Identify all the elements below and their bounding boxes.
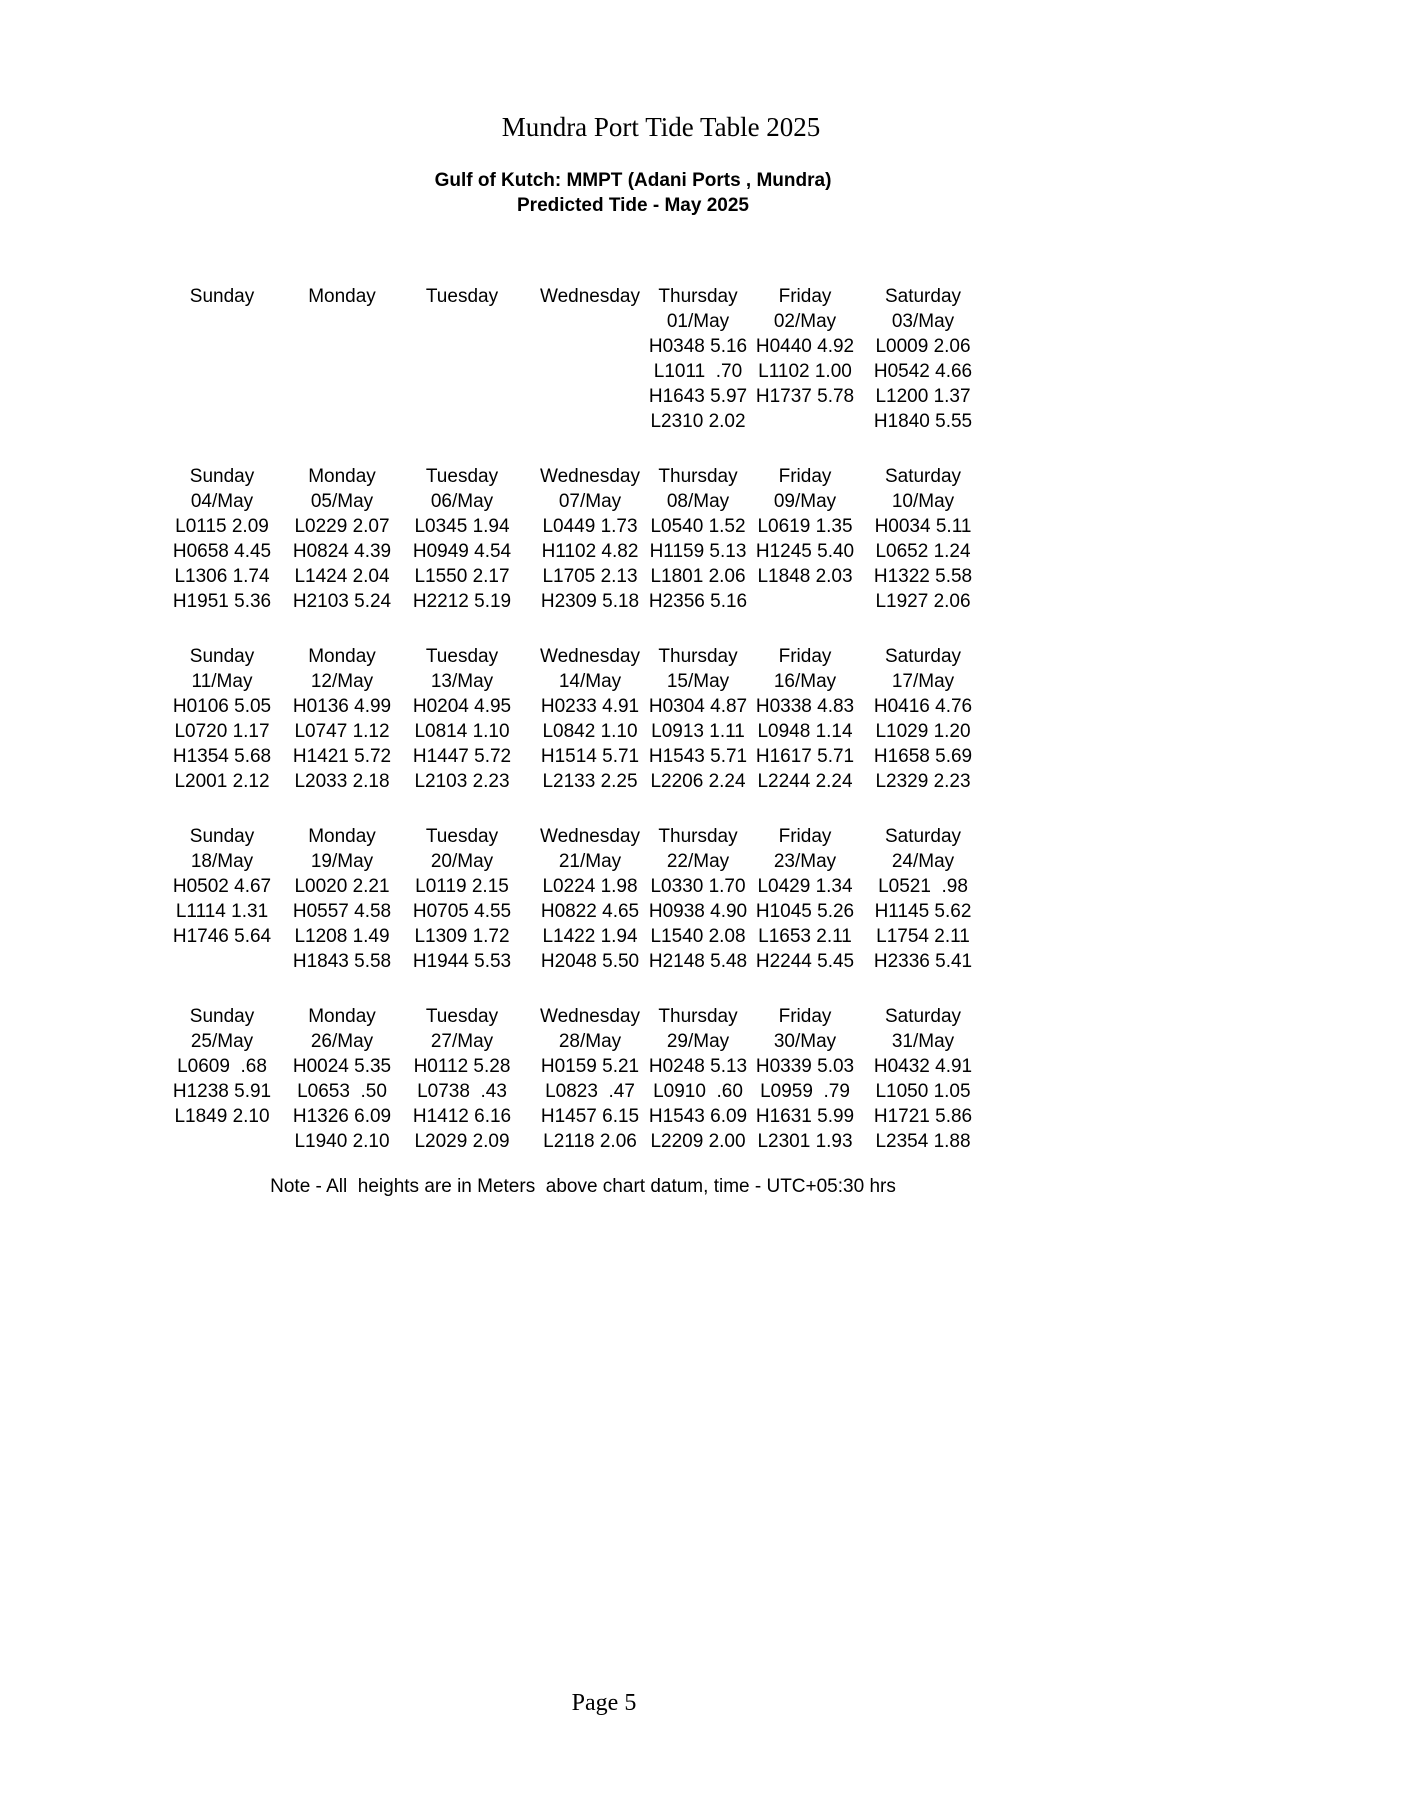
day-date: 25/May: [190, 1031, 254, 1052]
tide-entry: L2206 2.24: [650, 771, 746, 792]
day-name: Thursday: [658, 1006, 738, 1027]
day-name: Monday: [308, 1006, 376, 1027]
day-column: [284, 464, 400, 614]
day-name: Monday: [308, 466, 376, 487]
day-name: Saturday: [884, 1006, 962, 1027]
location-heading: Gulf of Kutch: MMPT (Adani Ports , Mundra): [434, 170, 832, 191]
tide-entry: L1200 1.37: [875, 386, 971, 407]
day-name: Friday: [778, 1006, 832, 1027]
day-date: 29/May: [666, 1031, 730, 1052]
day-date: 27/May: [430, 1031, 494, 1052]
day-column: [870, 644, 976, 794]
tide-entry: L2118 2.06: [543, 1131, 637, 1152]
day-name: Friday: [778, 286, 832, 307]
tide-entry: L1849 2.10: [174, 1106, 270, 1127]
tide-entry: H1045 5.26: [755, 901, 855, 922]
day-column: [400, 284, 524, 434]
day-date: 30/May: [773, 1031, 837, 1052]
day-name: Wednesday: [540, 826, 640, 847]
day-date: 09/May: [773, 491, 837, 512]
tide-entry: L1208 1.49: [294, 926, 390, 947]
tide-entry: H0502 4.67: [172, 876, 272, 897]
tide-entry: L0913 1.11: [651, 721, 745, 742]
tide-entry: H1245 5.40: [755, 541, 855, 562]
day-date: 16/May: [773, 671, 837, 692]
day-date: 02/May: [773, 311, 837, 332]
tide-entry: H0557 4.58: [292, 901, 392, 922]
tide-entry: L0009 2.06: [875, 336, 971, 357]
tide-entry: L0224 1.98: [542, 876, 638, 897]
day-column: [524, 284, 656, 434]
week-block: [160, 1004, 976, 1154]
tide-entry: L0842 1.10: [542, 721, 638, 742]
day-name: Sunday: [189, 826, 255, 847]
day-date: 15/May: [666, 671, 730, 692]
tide-entry: H0304 4.87: [648, 696, 748, 717]
tide-entry: L0330 1.70: [650, 876, 746, 897]
day-date: 11/May: [191, 671, 253, 692]
day-column: [524, 824, 656, 974]
tide-entry: L0119 2.15: [415, 876, 509, 897]
tide-entry: H1322 5.58: [873, 566, 973, 587]
day-name: Thursday: [658, 286, 738, 307]
day-name: Sunday: [189, 1006, 255, 1027]
tide-entry: H1159 5.13: [649, 541, 747, 562]
day-name: Thursday: [658, 466, 738, 487]
tide-entry: L2029 2.09: [414, 1131, 510, 1152]
tide-entry: H0233 4.91: [540, 696, 640, 717]
tide-entry: H0112 5.28: [413, 1056, 511, 1077]
tide-entry: H0159 5.21: [540, 1056, 640, 1077]
day-column: [400, 644, 524, 794]
tide-entry: L0449 1.73: [542, 516, 638, 537]
day-column: [400, 824, 524, 974]
day-date: 19/May: [310, 851, 374, 872]
day-name: Tuesday: [425, 286, 499, 307]
day-column: [870, 284, 976, 434]
day-date: 06/May: [430, 491, 494, 512]
day-date: 13/May: [430, 671, 494, 692]
tide-entry: L1550 2.17: [414, 566, 510, 587]
tide-entry: L0020 2.21: [294, 876, 390, 897]
tide-entry: L1424 2.04: [294, 566, 390, 587]
day-name: Wednesday: [540, 286, 640, 307]
tide-entry: H1412 6.16: [412, 1106, 512, 1127]
tide-entry: H0824 4.39: [292, 541, 392, 562]
tide-entry: L0653 .50: [297, 1081, 387, 1102]
tide-entry: H1658 5.69: [873, 746, 973, 767]
day-column: [160, 284, 284, 434]
day-column: [648, 284, 748, 434]
note-text: Note - All heights are in Meters above chart datum, time - UTC+05:30 hrs: [270, 1176, 896, 1197]
day-name: Friday: [778, 826, 832, 847]
tide-entry: H0248 5.13: [648, 1056, 748, 1077]
tide-entry: H0542 4.66: [873, 361, 973, 382]
tide-entry: H0338 4.83: [755, 696, 855, 717]
tide-entry: H1951 5.36: [172, 591, 272, 612]
day-column: [648, 1004, 748, 1154]
tide-entry: H0432 4.91: [873, 1056, 973, 1077]
day-date: 14/May: [558, 671, 622, 692]
day-column: [284, 284, 400, 434]
day-column: [524, 464, 656, 614]
day-column: [524, 644, 656, 794]
day-column: [870, 464, 976, 614]
tide-entry: H1326 6.09: [292, 1106, 392, 1127]
tide-entry: H1840 5.55: [873, 411, 973, 432]
day-column: [284, 1004, 400, 1154]
tide-entry: L0948 1.14: [757, 721, 853, 742]
week-block: [160, 824, 976, 974]
day-name: Sunday: [189, 286, 255, 307]
day-column: [740, 284, 870, 434]
day-name: Monday: [308, 826, 376, 847]
tide-entry: H0822 4.65: [540, 901, 640, 922]
day-name: Friday: [778, 646, 832, 667]
day-date: 08/May: [666, 491, 730, 512]
day-column: [870, 824, 976, 974]
tide-entry: H1514 5.71: [540, 746, 640, 767]
day-date: 26/May: [310, 1031, 374, 1052]
day-column: [870, 1004, 976, 1154]
tide-table: [160, 284, 976, 1184]
tide-entry: H1238 5.91: [172, 1081, 272, 1102]
tide-entry: H1843 5.58: [292, 951, 392, 972]
tide-entry: L0619 1.35: [757, 516, 853, 537]
tide-entry: L1705 2.13: [542, 566, 638, 587]
day-column: [648, 464, 748, 614]
tide-entry: H2212 5.19: [412, 591, 512, 612]
tide-entry: L1102 1.00: [758, 361, 852, 382]
tide-entry: L2310 2.02: [650, 411, 746, 432]
day-date: 03/May: [891, 311, 955, 332]
tide-entry: H0339 5.03: [755, 1056, 855, 1077]
tide-entry: L0429 1.34: [757, 876, 853, 897]
tide-entry: L2209 2.00: [650, 1131, 746, 1152]
day-column: [740, 464, 870, 614]
day-date: 28/May: [558, 1031, 622, 1052]
tide-entry: H0034 5.11: [874, 516, 972, 537]
day-name: Monday: [308, 286, 376, 307]
tide-entry: L1848 2.03: [757, 566, 853, 587]
day-column: [524, 1004, 656, 1154]
day-column: [284, 824, 400, 974]
tide-entry: H0106 5.05: [172, 696, 272, 717]
day-column: [160, 464, 284, 614]
tide-entry: H1746 5.64: [172, 926, 272, 947]
tide-entry: L2244 2.24: [757, 771, 853, 792]
tide-entry: H0705 4.55: [412, 901, 512, 922]
tide-entry: H1737 5.78: [755, 386, 855, 407]
tide-entry: L1653 2.11: [758, 926, 852, 947]
day-column: [648, 824, 748, 974]
day-date: 01/May: [666, 311, 730, 332]
tide-entry: L0720 1.17: [174, 721, 270, 742]
day-date: 21/May: [558, 851, 622, 872]
tide-entry: L0738 .43: [417, 1081, 507, 1102]
tide-entry: L0910 .60: [653, 1081, 743, 1102]
tide-entry: H2356 5.16: [648, 591, 748, 612]
day-column: [284, 644, 400, 794]
day-date: 04/May: [190, 491, 254, 512]
day-date: 12/May: [310, 671, 374, 692]
tide-entry: H2309 5.18: [540, 591, 640, 612]
day-column: [740, 824, 870, 974]
tide-entry: L1011 .70: [653, 361, 743, 382]
day-column: [400, 1004, 524, 1154]
tide-entry: L2033 2.18: [294, 771, 390, 792]
tide-entry: H1631 5.99: [755, 1106, 855, 1127]
tide-entry: L1114 1.31: [175, 901, 269, 922]
tide-entry: H1721 5.86: [873, 1106, 973, 1127]
day-name: Tuesday: [425, 466, 499, 487]
week-block: [160, 644, 976, 794]
tide-entry: L0345 1.94: [414, 516, 510, 537]
day-name: Saturday: [884, 646, 962, 667]
day-name: Thursday: [658, 826, 738, 847]
tide-entry: L1422 1.94: [542, 926, 638, 947]
day-column: [740, 644, 870, 794]
tide-entry: L0747 1.12: [294, 721, 390, 742]
day-date: 10/May: [891, 491, 955, 512]
tide-entry: L1927 2.06: [875, 591, 971, 612]
day-column: [740, 1004, 870, 1154]
tide-entry: L2301 1.93: [757, 1131, 853, 1152]
day-name: Sunday: [189, 646, 255, 667]
tide-entry: H2244 5.45: [755, 951, 855, 972]
tide-entry: H0938 4.90: [648, 901, 748, 922]
day-name: Monday: [308, 646, 376, 667]
day-name: Saturday: [884, 466, 962, 487]
tide-entry: L1029 1.20: [875, 721, 971, 742]
tide-entry: H1543 5.71: [648, 746, 748, 767]
document-title: Mundra Port Tide Table 2025: [501, 112, 821, 142]
day-name: Tuesday: [425, 646, 499, 667]
tide-entry: L0521 .98: [878, 876, 968, 897]
day-name: Wednesday: [540, 1006, 640, 1027]
day-column: [400, 464, 524, 614]
day-name: Saturday: [884, 286, 962, 307]
day-name: Thursday: [658, 646, 738, 667]
tide-entry: H1102 4.82: [541, 541, 639, 562]
tide-entry: H0440 4.92: [755, 336, 855, 357]
tide-entry: H1643 5.97: [648, 386, 748, 407]
tide-entry: L0652 1.24: [875, 541, 971, 562]
day-name: Saturday: [884, 826, 962, 847]
day-name: Sunday: [189, 466, 255, 487]
tide-entry: L2103 2.23: [414, 771, 510, 792]
day-date: 07/May: [558, 491, 622, 512]
tide-entry: L0540 1.52: [650, 516, 746, 537]
day-name: Tuesday: [425, 1006, 499, 1027]
tide-entry: H1447 5.72: [412, 746, 512, 767]
tide-entry: L0609 .68: [177, 1056, 267, 1077]
day-name: Friday: [778, 466, 832, 487]
tide-entry: H0136 4.99: [292, 696, 392, 717]
tide-entry: H1944 5.53: [412, 951, 512, 972]
tide-entry: H0348 5.16: [648, 336, 748, 357]
day-column: [160, 644, 284, 794]
tide-entry: H1354 5.68: [172, 746, 272, 767]
tide-entry: L1940 2.10: [294, 1131, 390, 1152]
tide-entry: H0024 5.35: [292, 1056, 392, 1077]
day-date: 17/May: [891, 671, 955, 692]
tide-entry: L1050 1.05: [875, 1081, 971, 1102]
day-name: Tuesday: [425, 826, 499, 847]
page-number: Page 5: [571, 1690, 637, 1716]
tide-entry: L1309 1.72: [414, 926, 510, 947]
day-date: 05/May: [310, 491, 374, 512]
day-name: Wednesday: [540, 466, 640, 487]
tide-entry: L1754 2.11: [876, 926, 970, 947]
week-block: [160, 464, 976, 614]
day-date: 31/May: [891, 1031, 955, 1052]
day-column: [160, 1004, 284, 1154]
day-column: [160, 824, 284, 974]
tide-entry: H2048 5.50: [540, 951, 640, 972]
day-date: 20/May: [430, 851, 494, 872]
day-date: 23/May: [773, 851, 837, 872]
tide-entry: H2336 5.41: [873, 951, 973, 972]
tide-entry: H1617 5.71: [755, 746, 855, 767]
day-date: 24/May: [891, 851, 955, 872]
tide-entry: L2001 2.12: [174, 771, 270, 792]
tide-entry: L2354 1.88: [875, 1131, 971, 1152]
tide-entry: H2103 5.24: [292, 591, 392, 612]
tide-entry: L2329 2.23: [875, 771, 971, 792]
tide-entry: L0959 .79: [760, 1081, 850, 1102]
tide-entry: H0416 4.76: [873, 696, 973, 717]
tide-entry: H0204 4.95: [412, 696, 512, 717]
tide-entry: L0115 2.09: [175, 516, 269, 537]
period-heading: Predicted Tide - May 2025: [517, 195, 749, 216]
day-date: 18/May: [190, 851, 254, 872]
tide-entry: L1540 2.08: [650, 926, 746, 947]
tide-entry: L0823 .47: [545, 1081, 635, 1102]
tide-entry: H0949 4.54: [412, 541, 512, 562]
tide-entry: H1421 5.72: [292, 746, 392, 767]
tide-entry: H1145 5.62: [874, 901, 972, 922]
week-block: [160, 284, 976, 434]
tide-entry: L2133 2.25: [542, 771, 638, 792]
day-name: Wednesday: [540, 646, 640, 667]
tide-entry: L0814 1.10: [414, 721, 510, 742]
tide-entry: H0658 4.45: [172, 541, 272, 562]
tide-entry: H1543 6.09: [648, 1106, 748, 1127]
tide-entry: L0229 2.07: [294, 516, 390, 537]
tide-entry: L1306 1.74: [174, 566, 270, 587]
tide-entry: H2148 5.48: [648, 951, 748, 972]
day-date: 22/May: [666, 851, 730, 872]
tide-entry: H1457 6.15: [540, 1106, 640, 1127]
day-column: [648, 644, 748, 794]
tide-entry: L1801 2.06: [650, 566, 746, 587]
